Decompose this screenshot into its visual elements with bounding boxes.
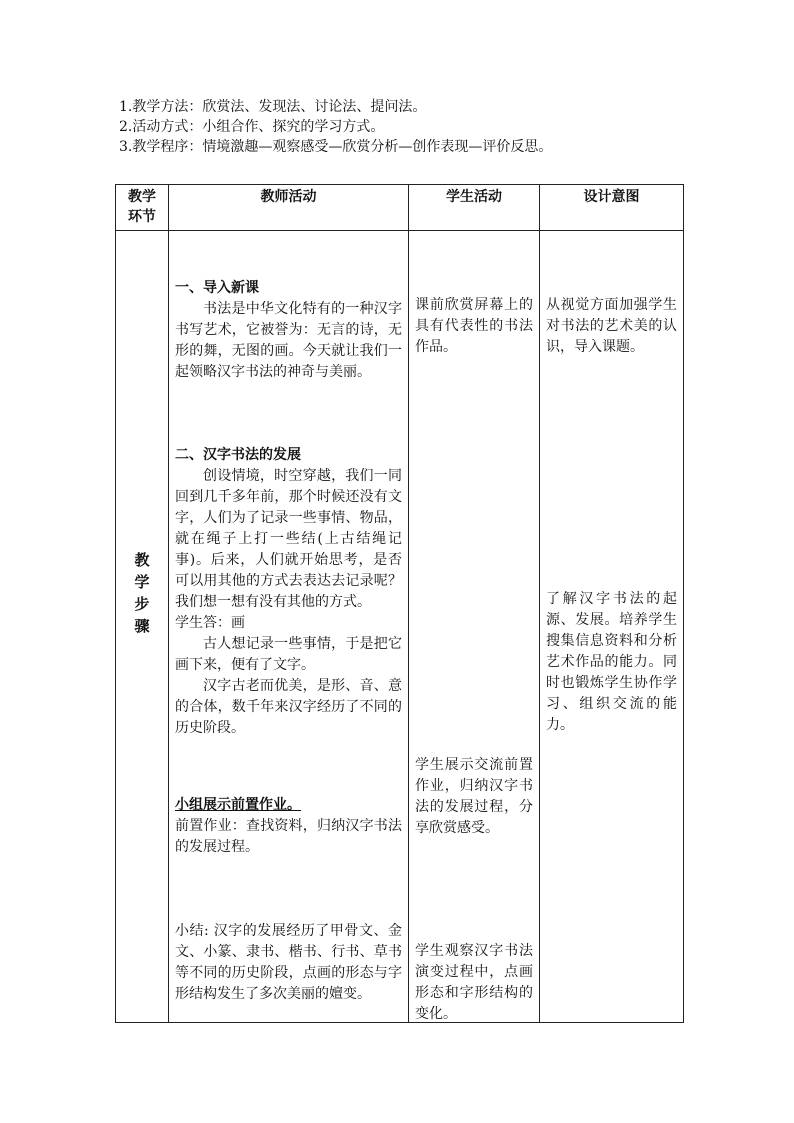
student-activity-2: 学生展示交流前置作业，归纳汉字书法的发展过程，分享欣赏感受。 xyxy=(415,757,533,836)
paragraph: 书法是中华文化特有的一种汉字书写艺术，它被誉为：无言的诗，无形的舞，无图的画。今天就让我们一起领略汉字书法的神奇与美丽。 xyxy=(175,301,402,380)
header-stage xyxy=(116,185,169,231)
section-title: 一、导入新课 xyxy=(175,280,259,296)
teacher-activity-cell xyxy=(169,231,409,1023)
paragraph: 古人想记录一些事情，于是把它画下来，便有了文字。 xyxy=(175,636,402,673)
section-development xyxy=(175,445,402,739)
header-teacher-activity: 教师活动 xyxy=(169,185,409,231)
section-title: 二、汉字书法的发展 xyxy=(175,447,301,463)
student-activity-3: 学生观察汉字书法演变过程中，点画形态和字形结构的变化。 xyxy=(415,943,533,1022)
header-student-activity: 学生活动 xyxy=(409,185,540,231)
homework-text: 前置作业：查找资料，归纳汉字书法的发展过程。 xyxy=(175,818,402,855)
design-intent-2: 了解汉字书法的起源、发展。培养学生搜集信息资料和分析艺术作品的能力。同时也锻炼学生协作学习、组织交流的能力。 xyxy=(546,591,677,733)
intro-section xyxy=(119,97,552,157)
header-stage-line2: 环节 xyxy=(128,209,156,225)
header-stage-line1: 教学 xyxy=(128,189,156,205)
header-design-intent: 设计意图 xyxy=(540,185,684,231)
section-summary xyxy=(175,921,402,1005)
student-activity-cell xyxy=(409,231,540,1023)
group-homework-title: 小组展示前置作业。 xyxy=(175,797,301,813)
summary-text: 小结: 汉字的发展经历了甲骨文、金文、小篆、隶书、楷书、行书、草书 等不同的历史阶段，点画的形态与字形结构发生了多次美丽的嬗变。 xyxy=(175,923,402,1002)
table-header-row xyxy=(116,185,684,231)
design-intent-cell xyxy=(540,231,684,1023)
intro-line-procedure: 3.教学程序：情境激趣—观察感受—欣赏分析—创作表现—评价反思。 xyxy=(119,139,553,155)
stage-label-vertical: 教 学 步 骤 xyxy=(134,551,150,635)
table-row xyxy=(116,231,684,1023)
paragraph: 创设情境，时空穿越，我们一同回到几千多年前，那个时候还没有文字，人们为了记录一些事情、物品，就在绳子上打一些结(上古结绳记事)。后来，人们就开始思考，是否可以用其他的方式去表达去记录呢？我们想一想有没有其他的方式。 xyxy=(175,468,402,610)
design-intent-1: 从视觉方面加强学生对书法的艺术美的认识，导入课题。 xyxy=(546,297,677,355)
student-answer: 学生答：画 xyxy=(175,615,245,631)
section-intro xyxy=(175,278,402,383)
intro-line-method: 1.教学方法：欣赏法、发现法、讨论法、提问法。 xyxy=(119,99,427,115)
student-activity-1: 课前欣赏屏幕上的具有代表性的书法作品。 xyxy=(415,297,533,355)
section-group-homework xyxy=(175,795,402,858)
intro-line-activity: 2.活动方式：小组合作、探究的学习方式。 xyxy=(119,119,385,135)
stage-cell xyxy=(116,231,169,1023)
lesson-plan-table xyxy=(115,184,684,1023)
paragraph: 汉字古老而优美，是形、音、意的合体，数千年来汉字经历了不同的历史阶段。 xyxy=(175,678,402,736)
